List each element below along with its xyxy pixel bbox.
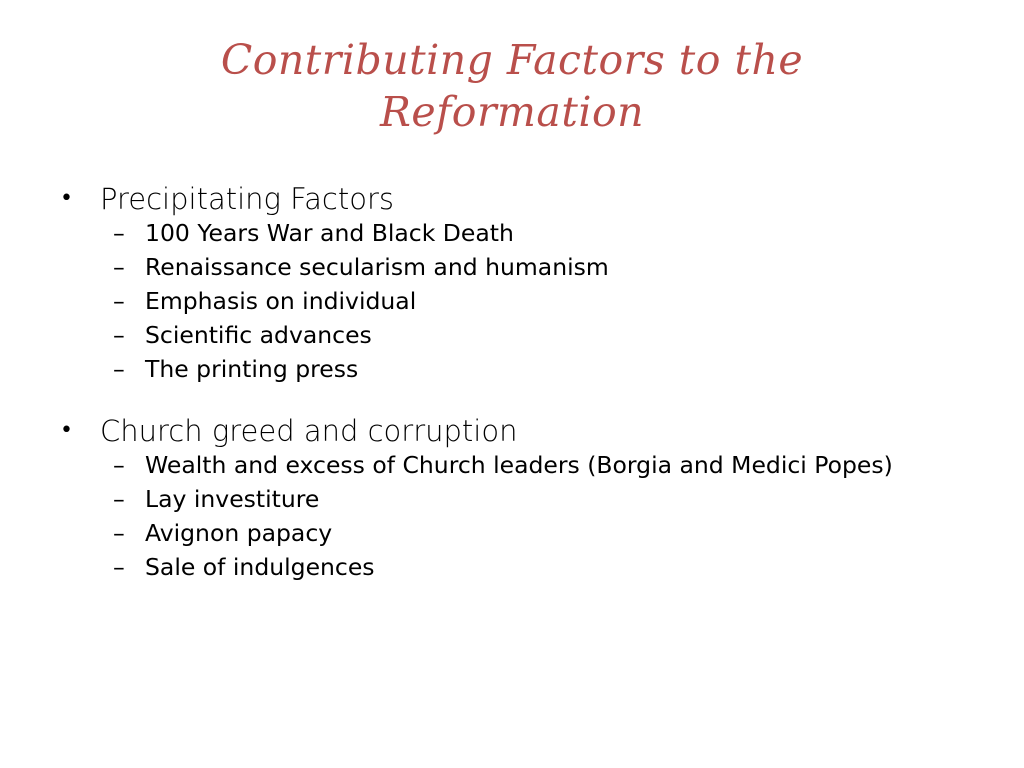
slide-title [80,34,944,138]
dash-icon: – [113,451,125,479]
bullet-item [56,412,956,450]
dash-icon: – [113,519,125,547]
sub-list [56,452,956,580]
sub-item [56,322,956,348]
sub-item-text: Lay investiture [145,485,320,513]
sub-item [56,452,956,478]
sub-item [56,520,956,546]
sub-item [56,356,956,382]
sub-item [56,554,956,580]
section-precipitating-factors [56,180,956,382]
dash-icon: – [113,485,125,513]
bullet-heading: Precipitating Factors [100,182,395,216]
sub-item-text: Avignon papacy [145,519,333,547]
sub-item [56,254,956,280]
sub-item-text: Emphasis on individual [145,287,417,315]
dash-icon: – [113,253,125,281]
sub-item-text: Scientific advances [145,321,372,349]
bullet-item [56,180,956,218]
sub-item-text: 100 Years War and Black Death [145,219,514,247]
sub-item-text: Renaissance secularism and humanism [145,253,609,281]
sub-item-text: Sale of indulgences [145,553,375,581]
sub-item [56,220,956,246]
slide-title-line-2: Reformation [379,88,645,136]
dash-icon: – [113,553,125,581]
dash-icon: – [113,321,125,349]
sub-item-text: Wealth and excess of Church leaders (Borgia and Medici Popes) [145,451,893,479]
section-church-greed [56,412,956,580]
bullet-heading: Church greed and corruption [100,414,518,448]
dash-icon: – [113,287,125,315]
sub-list [56,220,956,382]
bullet-icon: • [60,186,73,211]
sub-item-text: The printing press [145,355,359,383]
slide-body [56,180,956,588]
sub-item [56,486,956,512]
sub-item [56,288,956,314]
dash-icon: – [113,355,125,383]
slide-title-line-1: Contributing Factors to the [220,36,804,84]
dash-icon: – [113,219,125,247]
bullet-icon: • [60,418,73,443]
